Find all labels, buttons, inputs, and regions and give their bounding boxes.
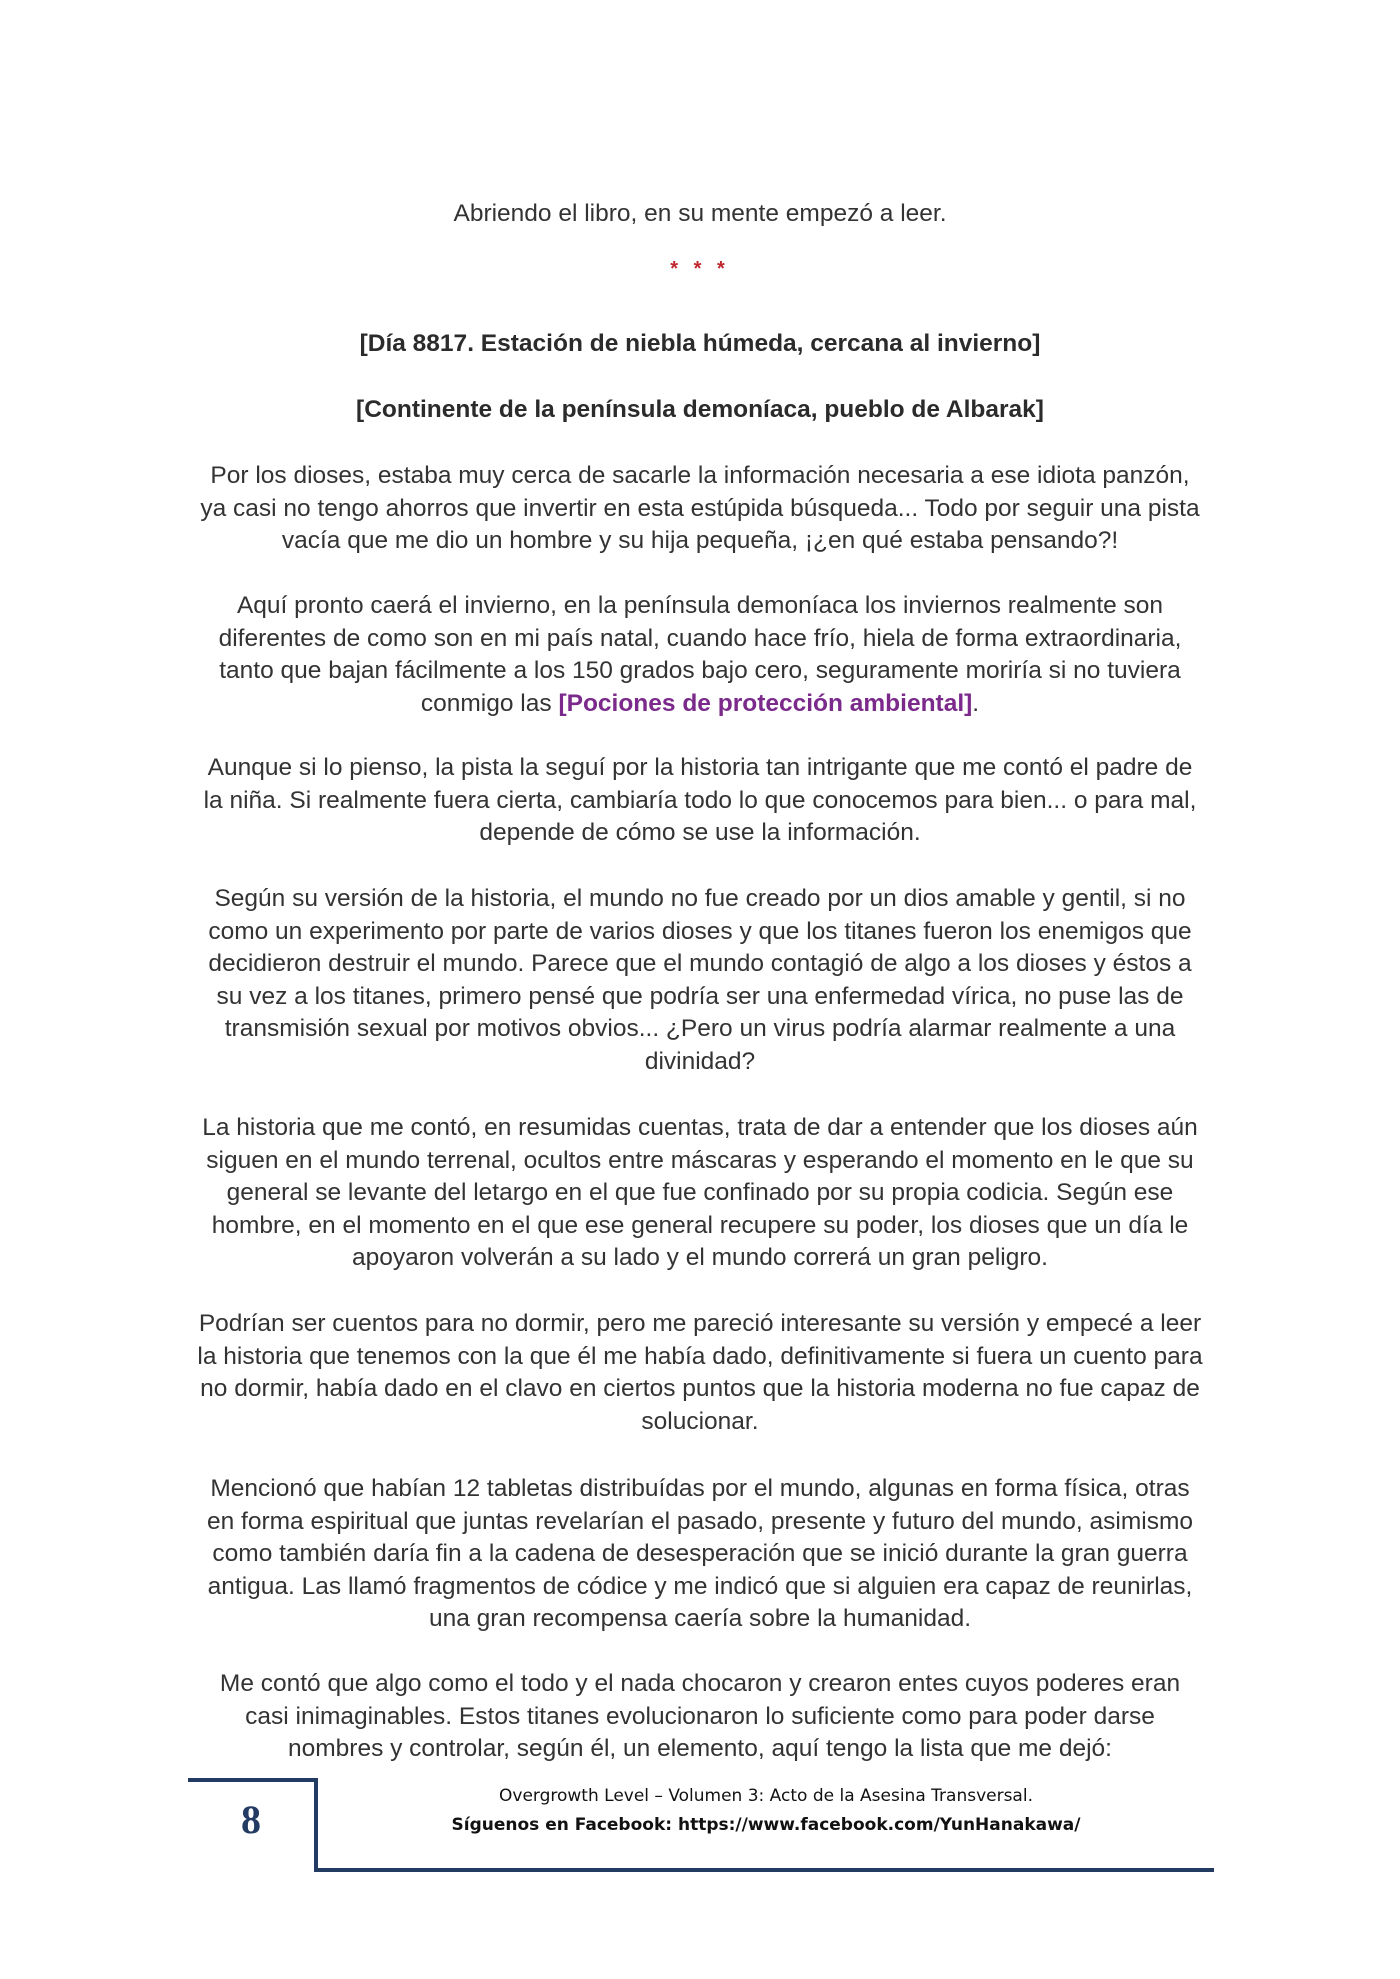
footer-rule-top (188, 1778, 318, 1782)
opening-line: Abriendo el libro, en su mente empezó a leer. (453, 200, 947, 227)
page-number: 8 (241, 1797, 261, 1842)
diary-date-heading: [Día 8817. Estación de niebla húmeda, cercana al invierno] (359, 330, 1041, 357)
paragraph-7: Mencionó que habían 12 tabletas distribuídas por el mundo, algunas en forma física, otras en forma espiritual que juntas revelarían el pasado, presente y futuro del mundo, asimismo como también daría fin a la cadena de desesperación que se inició durante la gran guerra antigua. Las llamó fragmentos de códice y me indicó que si alguien era capaz de reunirlas, una gran recompensa caería sobre la humanidad. (207, 1475, 1193, 1633)
diary-location-heading: [Continente de la península demoníaca, pueblo de Albarak] (356, 396, 1044, 423)
paragraph-8: Me contó que algo como el todo y el nada chocaron y crearon entes cuyos poderes eran casi inimaginables. Estos titanes evolucionaron lo suficiente como para poder darse nombres y controlar, según él, un elemento, aquí tengo la lista que me dejó: (219, 1670, 1181, 1763)
footer-facebook-link[interactable]: Síguenos en Facebook: https://www.facebook.com/YunHanakawa/ (451, 1815, 1081, 1835)
paragraph-2-text: Aquí pronto caerá el invierno, en la península demoníaca los inviernos realmente son diferentes de como son en mi país natal, cuando hace frío, hiela de forma extraordinaria, tanto que bajan fácilmente a los 150 grados bajo cero, seguramente moriría si no tuviera conmigo las (218, 592, 1182, 717)
footer-book-title: Overgrowth Level – Volumen 3: Acto de la Asesina Transversal. (499, 1786, 1033, 1806)
paragraph-6: Podrían ser cuentos para no dormir, pero me pareció interesante su versión y empecé a leer la historia que tenemos con la que él me había dado, definitivamente si fuera un cuento para no dormir, había dado en el clavo en ciertos puntos que la historia moderna no fue capaz de solucionar. (197, 1310, 1203, 1435)
scene-separator: * * * (670, 258, 730, 280)
footer-rule-bottom (314, 1868, 1214, 1872)
paragraph-2 (196, 590, 1204, 720)
paragraph-5: La historia que me contó, en resumidas cuentas, trata de dar a entender que los dioses aún siguen en el mundo terrenal, ocultos entre máscaras y esperando el momento en le que su general se levante del letargo en el que fue confinado por su propia codicia. Según ese hombre, en el momento en el que ese general recupere su poder, los dioses que un día le apoyaron volverán a su lado y el mundo correrá un gran peligro. (202, 1114, 1198, 1272)
paragraph-4: Según su versión de la historia, el mundo no fue creado por un dios amable y gentil, si no como un experimento por parte de varios dioses y que los titanes fueron los enemigos que decidieron destruir el mundo. Parece que el mundo contagió de algo a los dioses y éstos a su vez a los titanes, primero pensé que podría ser una enfermedad vírica, no puse las de transmisión sexual por motivos obvios... ¿Pero un virus podría alarmar realmente a una divinidad? (208, 885, 1192, 1075)
paragraph-1: Por los dioses, estaba muy cerca de sacarle la información necesaria a ese idiota panzón, ya casi no tengo ahorros que invertir en esta estúpida búsqueda... Todo por seguir una pista vacía que me dio un hombre y su hija pequeña, ¡¿en qué estaba pensando?! (200, 462, 1200, 555)
paragraph-3: Aunque si lo pienso, la pista la seguí por la historia tan intrigante que me contó el padre de la niña. Si realmente fuera cierta, cambiaría todo lo que conocemos para bien... o para mal, depende de cómo se use la información. (203, 754, 1197, 847)
potion-item-highlight: [Pociones de protección ambiental] (558, 689, 973, 717)
paragraph-2-end: . (972, 689, 980, 717)
